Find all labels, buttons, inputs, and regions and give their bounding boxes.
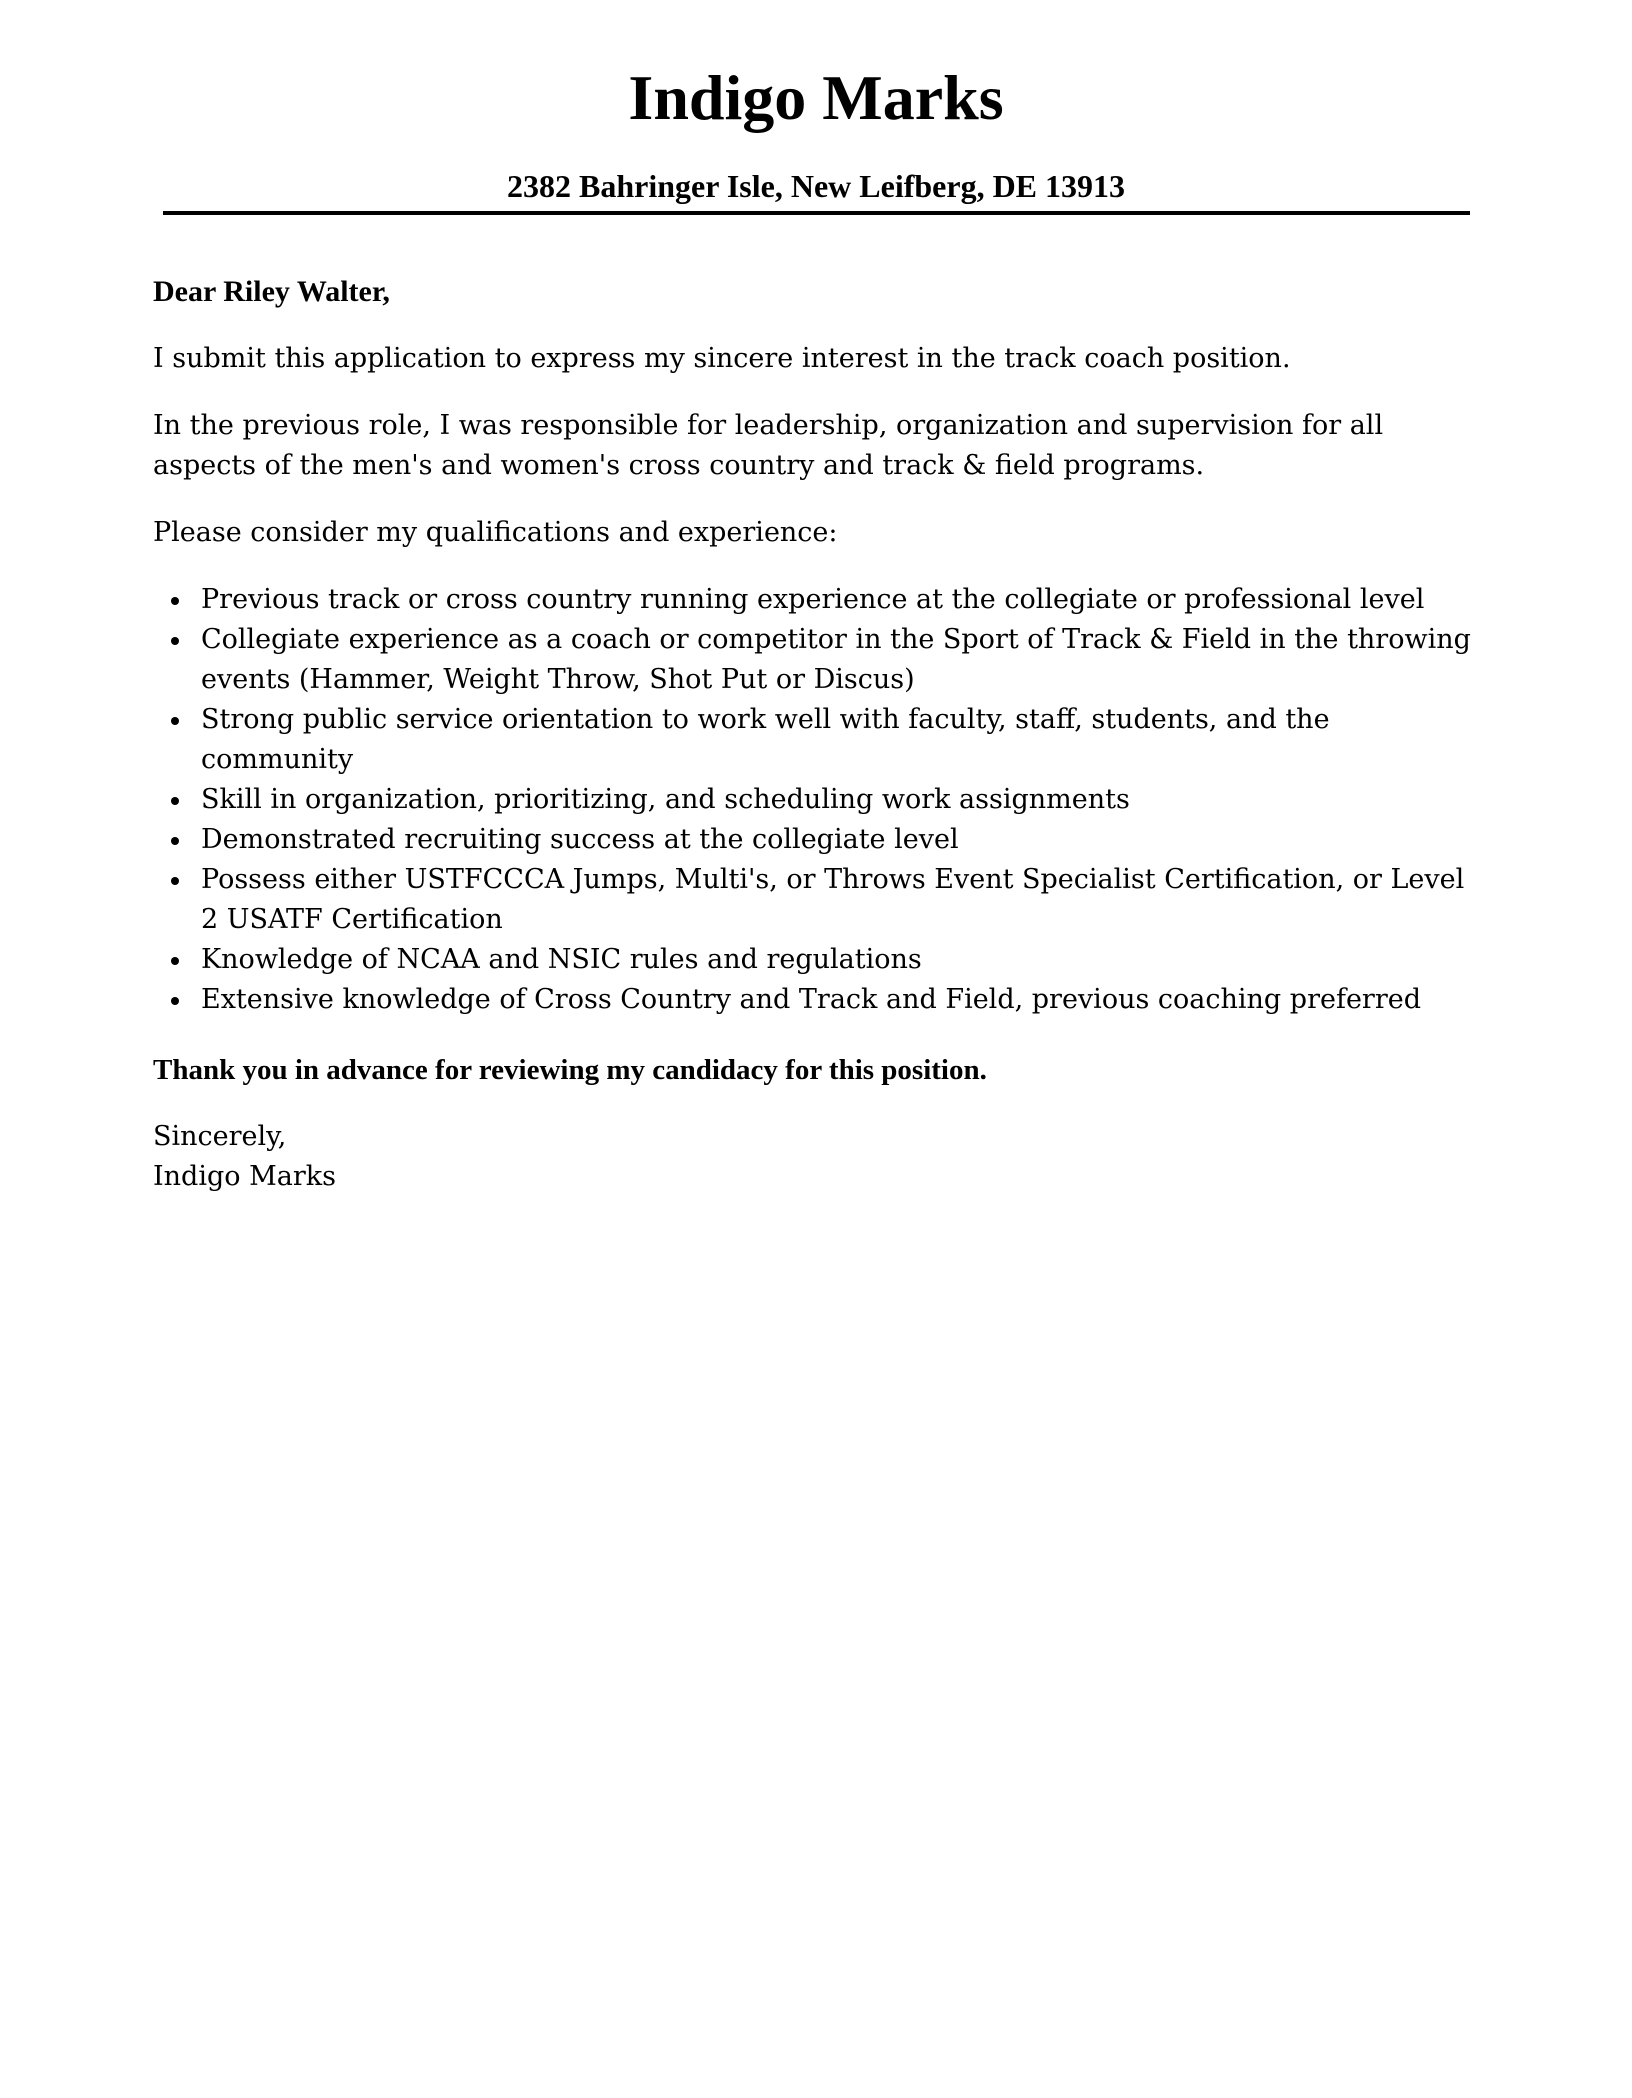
list-item [201,780,1483,820]
bullet-icon [171,597,179,605]
list-item-text: Strong public service orientation to work well with faculty, staff, students, and the community [201,704,1330,775]
list-item-text: Previous track or cross country running experience at the collegiate or professional level [201,584,1425,615]
salutation: Dear Riley Walter, [153,275,390,308]
previous-role-paragraph: In the previous role, I was responsible for leadership, organization and supervision for all aspects of the men's and women's cross country and track & field programs. [153,410,1384,481]
list-item [201,820,1483,860]
sender-address: 2382 Bahringer Isle, New Leifberg, DE 13913 [506,168,1126,204]
list-item-text: Collegiate experience as a coach or competitor in the Sport of Track & Field in the throwing events (Hammer, Weight Throw, Shot Put or Discus) [201,624,1471,695]
header-divider [163,211,1470,215]
sender-name: Indigo Marks [628,62,1004,133]
list-item [201,940,1483,980]
list-item-text: Knowledge of NCAA and NSIC rules and regulations [201,944,922,975]
intro-paragraph: I submit this application to express my sincere interest in the track coach position. [153,343,1291,374]
list-item-text: Extensive knowledge of Cross Country and Track and Field, previous coaching preferred [201,984,1421,1015]
closing-statement: Thank you in advance for reviewing my candidacy for this position. [153,1054,987,1086]
list-item-text: Demonstrated recruiting success at the collegiate level [201,824,959,855]
list-item-text: Possess either USTFCCCA Jumps, Multi's, or Throws Event Specialist Certification, or Level 2 USATF Certification [201,864,1465,935]
list-item [201,700,1483,780]
bullet-icon [171,837,179,845]
signoff: Sincerely, [153,1121,287,1152]
list-item [201,580,1483,620]
list-item [201,980,1483,1020]
letter-body [153,272,1483,1197]
bullet-icon [171,797,179,805]
bullet-icon [171,957,179,965]
bullet-icon [171,637,179,645]
bullet-icon [171,877,179,885]
signature-name: Indigo Marks [153,1161,336,1192]
bullet-icon [171,997,179,1005]
qualifications-lead: Please consider my qualifications and experience: [153,517,838,548]
list-item [201,620,1483,700]
qualifications-list [153,580,1483,1020]
list-item-text: Skill in organization, prioritizing, and scheduling work assignments [201,784,1130,815]
bullet-icon [171,717,179,725]
list-item [201,860,1483,940]
